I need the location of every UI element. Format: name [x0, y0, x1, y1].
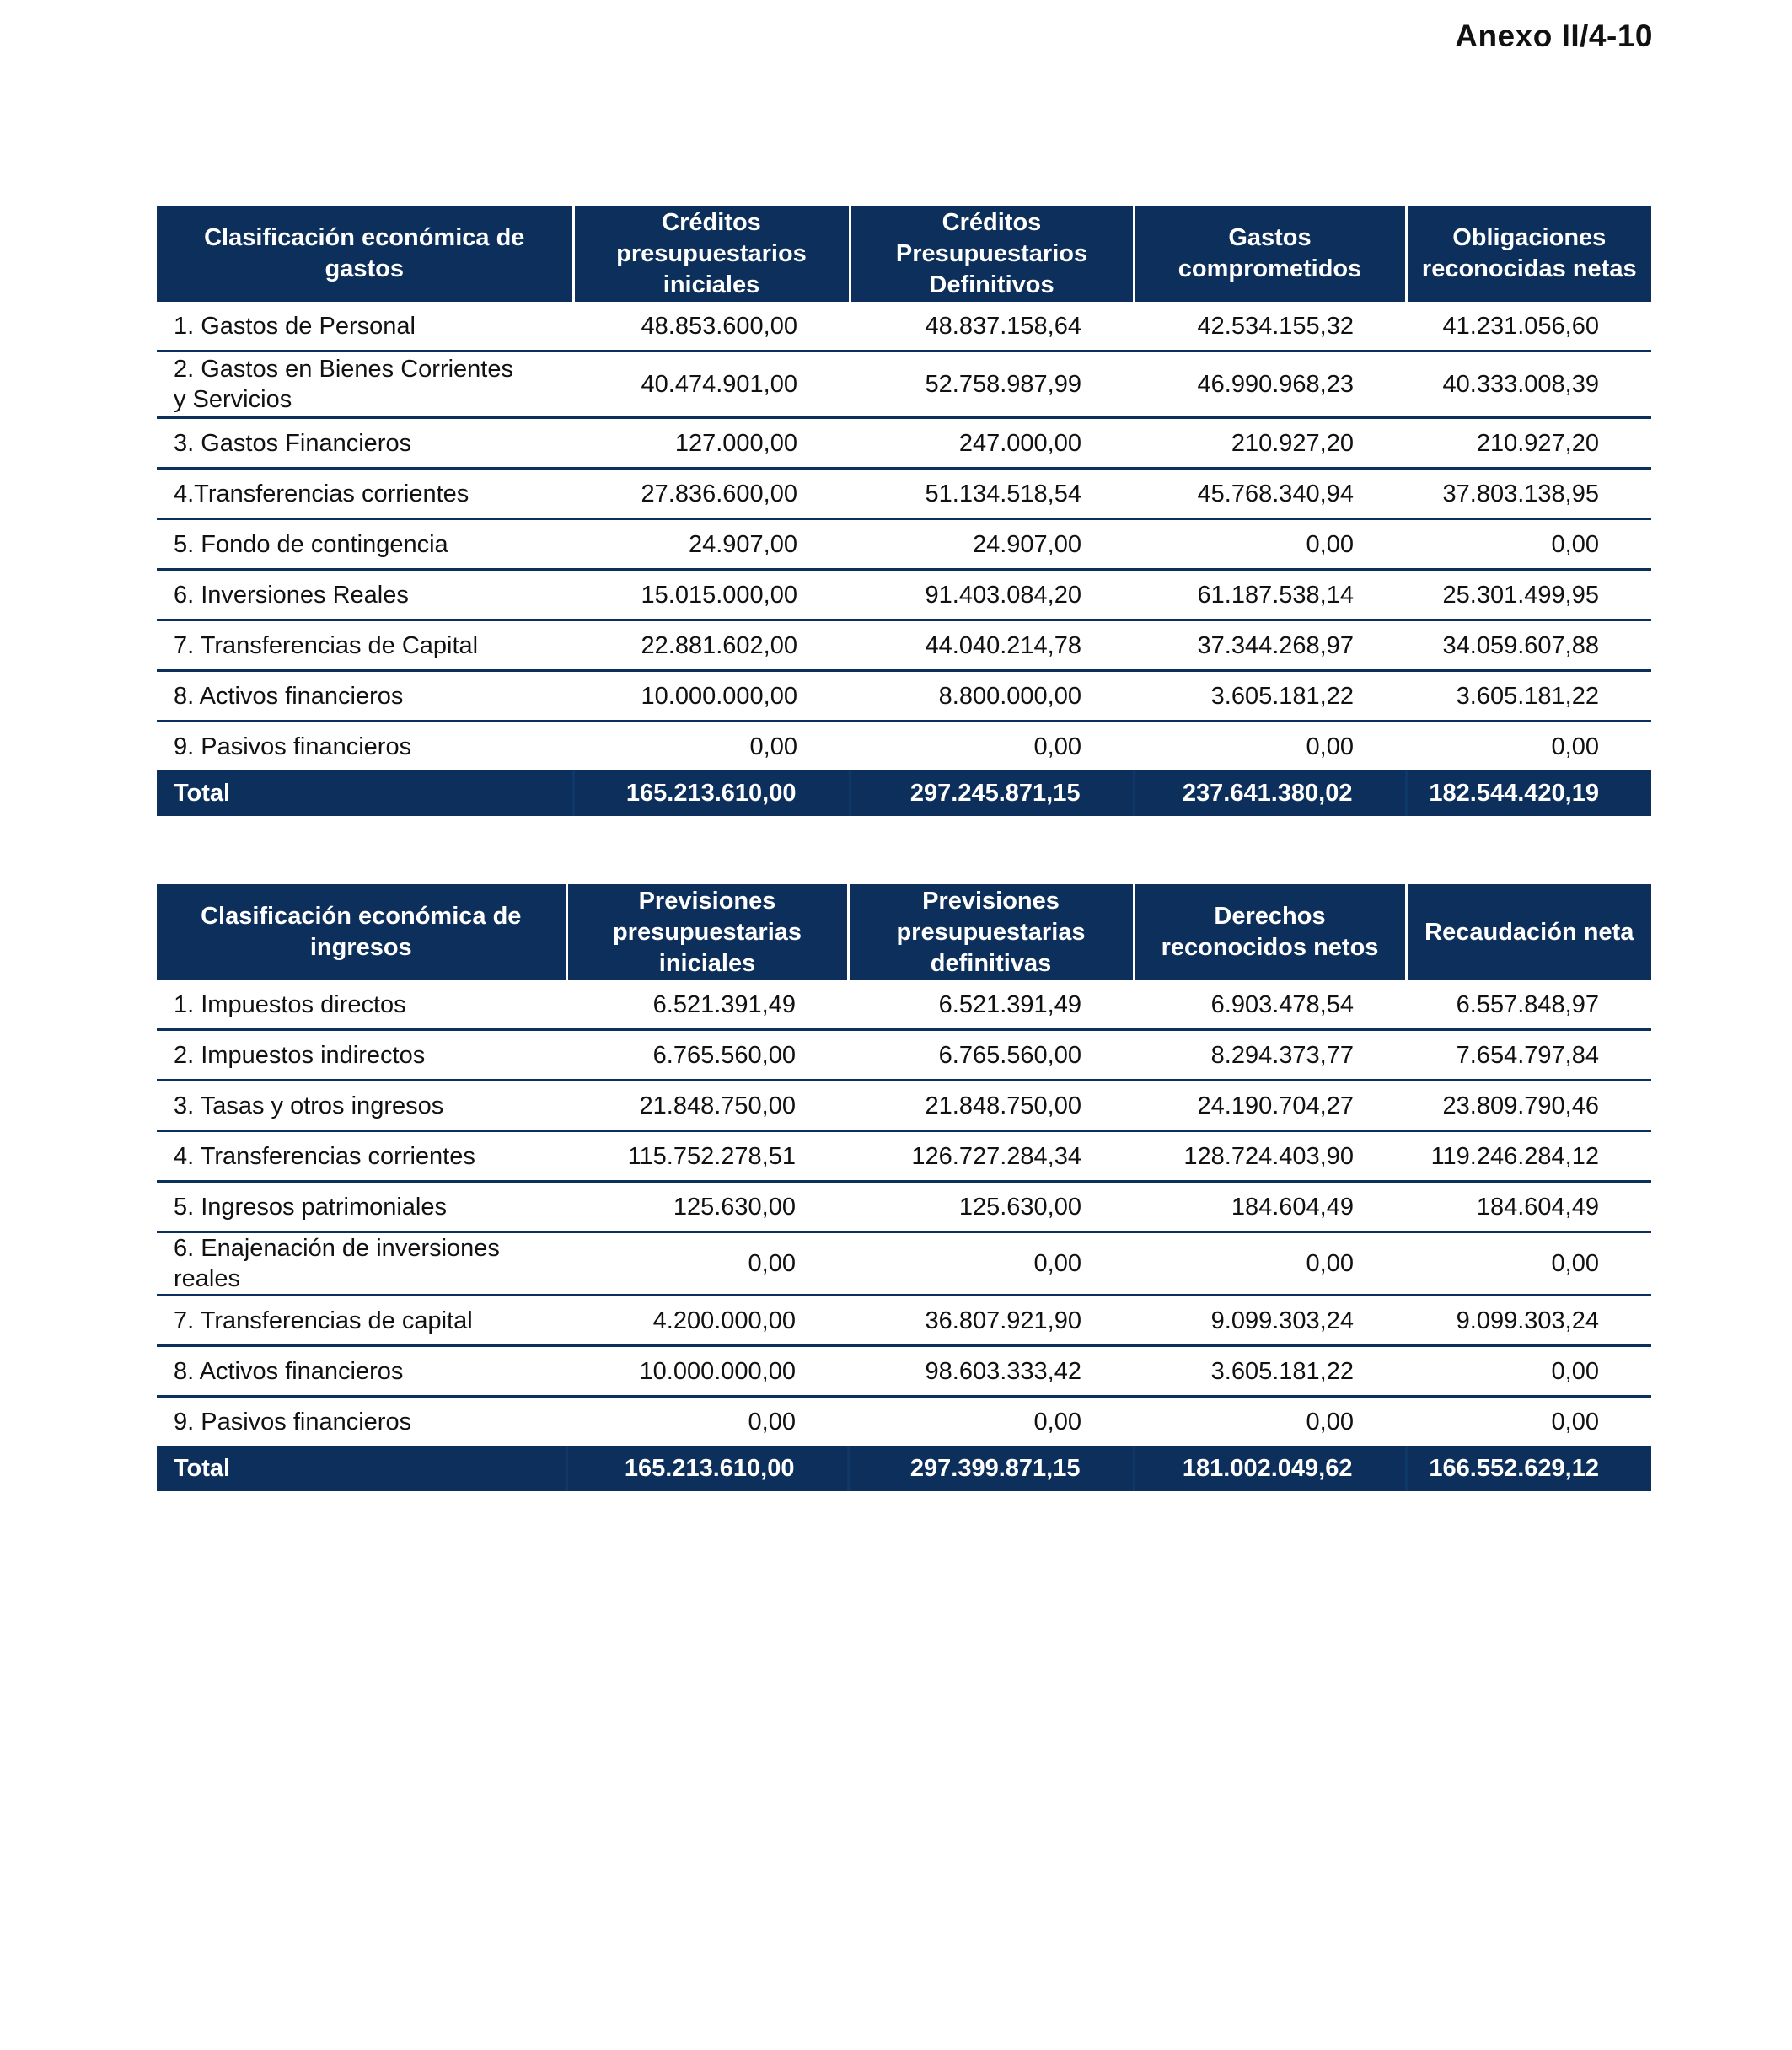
cell-value: 37.803.138,95 — [1406, 469, 1651, 519]
cell-value: 210.927,20 — [1134, 418, 1406, 469]
cell-value: 25.301.499,95 — [1406, 570, 1651, 620]
table-row — [157, 1131, 1651, 1182]
cell-value: 42.534.155,32 — [1134, 302, 1406, 352]
cell-value: 0,00 — [1134, 1232, 1406, 1296]
cell-value: 41.231.056,60 — [1406, 302, 1651, 352]
cell-value: 0,00 — [1134, 519, 1406, 570]
cell-value: 184.604,49 — [1134, 1182, 1406, 1232]
cell-value: 0,00 — [749, 733, 797, 760]
cell-value: 0,00 — [1551, 1408, 1599, 1436]
cell-value: 15.015.000,00 — [573, 570, 850, 620]
cell-value: 8.294.373,77 — [1134, 1030, 1406, 1081]
row-label: 7. Transferencias de capital — [157, 1296, 566, 1346]
row-label: 9. Pasivos financieros — [174, 1408, 412, 1436]
cell-value: 22.881.602,00 — [573, 620, 850, 671]
cell-value: 7.654.797,84 — [1406, 1030, 1651, 1081]
expense-col-header: Clasificación económica de gastos — [157, 206, 573, 302]
cell-value: 45.768.340,94 — [1134, 469, 1406, 519]
cell-value: 48.837.158,64 — [850, 302, 1134, 352]
row-label: 1. Gastos de Personal — [157, 302, 573, 352]
cell-value: 0,00 — [1551, 733, 1599, 760]
table-row — [157, 620, 1651, 671]
cell-value: 6.557.848,97 — [1406, 980, 1651, 1030]
cell-value: 46.990.968,23 — [1134, 352, 1406, 418]
table-row — [157, 519, 1651, 570]
row-label: 6. Inversiones Reales — [157, 570, 573, 620]
cell-value: 37.344.268,97 — [1134, 620, 1406, 671]
cell-value: 4.200.000,00 — [566, 1296, 848, 1346]
total-row — [157, 770, 1651, 816]
cell-value: 6.521.391,49 — [848, 980, 1134, 1030]
total-value: 181.002.049,62 — [1134, 1446, 1406, 1491]
cell-value: 125.630,00 — [848, 1182, 1134, 1232]
table-row — [157, 1232, 1651, 1296]
table-row — [157, 980, 1651, 1030]
table-row — [157, 570, 1651, 620]
cell-value: 115.752.278,51 — [566, 1131, 848, 1182]
total-label: Total — [157, 1446, 566, 1491]
expense-col-header: Créditos Presupuestarios Definitivos — [850, 206, 1134, 302]
cell-value: 0,00 — [1033, 1408, 1081, 1436]
expense-col-header: Gastos comprometidos — [1134, 206, 1406, 302]
row-label: 6. Enajenación de inversiones reales — [157, 1232, 566, 1296]
expense-header-row — [157, 206, 1651, 302]
table-row — [157, 469, 1651, 519]
cell-value: 0,00 — [1406, 1232, 1651, 1296]
total-value: 182.544.420,19 — [1406, 770, 1651, 816]
total-value: 166.552.629,12 — [1406, 1446, 1651, 1491]
cell-value: 8.800.000,00 — [850, 671, 1134, 722]
cell-value: 6.521.391,49 — [566, 980, 848, 1030]
cell-value: 98.603.333,42 — [848, 1346, 1134, 1397]
row-label: 5. Ingresos patrimoniales — [157, 1182, 566, 1232]
row-label: 4.Transferencias corrientes — [157, 469, 573, 519]
row-label — [157, 352, 573, 418]
cell-value: 21.848.750,00 — [566, 1081, 848, 1131]
cell-value: 91.403.084,20 — [850, 570, 1134, 620]
cell-value: 9.099.303,24 — [1406, 1296, 1651, 1346]
cell-value: 40.474.901,00 — [573, 352, 850, 418]
row-label-text: 2. Gastos en Bienes Corrientes y Servicios — [174, 356, 513, 413]
annex-label: Anexo II/4-10 — [1455, 19, 1653, 53]
income-col-header: Previsiones presupuestarias iniciales — [566, 884, 848, 980]
total-value: 297.245.871,15 — [850, 770, 1134, 816]
income-col-header: Previsiones presupuestarias definitivas — [848, 884, 1134, 980]
cell-value: 3.605.181,22 — [1134, 1346, 1406, 1397]
cell-value: 210.927,20 — [1406, 418, 1651, 469]
income-header-row — [157, 884, 1651, 980]
table-row — [157, 1182, 1651, 1232]
cell-value: 0,00 — [1406, 1346, 1651, 1397]
table-row — [157, 1346, 1651, 1397]
row-label: 2. Impuestos indirectos — [157, 1030, 566, 1081]
row-label: 8. Activos financieros — [157, 1346, 566, 1397]
income-col-header: Recaudación neta — [1406, 884, 1651, 980]
cell-value: 247.000,00 — [850, 418, 1134, 469]
total-value: 165.213.610,00 — [573, 770, 850, 816]
table-row — [157, 418, 1651, 469]
cell-value: 3.605.181,22 — [1406, 671, 1651, 722]
table-row — [157, 671, 1651, 722]
table-row — [157, 352, 1651, 418]
cell-value: 9.099.303,24 — [1134, 1296, 1406, 1346]
cell-value: 0,00 — [1306, 1408, 1354, 1436]
cell-value: 61.187.538,14 — [1134, 570, 1406, 620]
expense-col-header: Obligaciones reconocidas netas — [1406, 206, 1651, 302]
cell-value: 10.000.000,00 — [573, 671, 850, 722]
cell-value: 127.000,00 — [573, 418, 850, 469]
cell-value: 34.059.607,88 — [1406, 620, 1651, 671]
cell-value: 51.134.518,54 — [850, 469, 1134, 519]
cell-value: 0,00 — [1306, 733, 1354, 760]
cell-value: 23.809.790,46 — [1406, 1081, 1651, 1131]
cell-value: 0,00 — [1033, 733, 1081, 760]
cell-value: 125.630,00 — [566, 1182, 848, 1232]
cell-value: 24.907,00 — [573, 519, 850, 570]
income-table — [157, 884, 1651, 1491]
table-row — [157, 1081, 1651, 1131]
cell-value: 24.907,00 — [850, 519, 1134, 570]
cell-value: 36.807.921,90 — [848, 1296, 1134, 1346]
row-label: 5. Fondo de contingencia — [157, 519, 573, 570]
table-row — [157, 1296, 1651, 1346]
cell-value: 3.605.181,22 — [1134, 671, 1406, 722]
table-row — [157, 722, 1651, 771]
row-label: 7. Transferencias de Capital — [157, 620, 573, 671]
cell-value: 44.040.214,78 — [850, 620, 1134, 671]
row-label: 9. Pasivos financieros — [174, 733, 412, 760]
cell-value: 128.724.403,90 — [1134, 1131, 1406, 1182]
cell-value: 6.765.560,00 — [848, 1030, 1134, 1081]
expense-col-header: Créditos presupuestarios iniciales — [573, 206, 850, 302]
total-value: 165.213.610,00 — [566, 1446, 848, 1491]
cell-value: 24.190.704,27 — [1134, 1081, 1406, 1131]
table-row — [157, 1397, 1651, 1446]
cell-value: 21.848.750,00 — [848, 1081, 1134, 1131]
cell-value: 0,00 — [748, 1408, 796, 1436]
cell-value: 184.604,49 — [1406, 1182, 1651, 1232]
cell-value: 6.765.560,00 — [566, 1030, 848, 1081]
row-label: 1. Impuestos directos — [157, 980, 566, 1030]
expense-table — [157, 206, 1651, 816]
cell-value: 48.853.600,00 — [573, 302, 850, 352]
cell-value: 0,00 — [1406, 519, 1651, 570]
cell-value: 52.758.987,99 — [850, 352, 1134, 418]
cell-value: 40.333.008,39 — [1406, 352, 1651, 418]
total-row — [157, 1446, 1651, 1491]
total-label: Total — [157, 770, 573, 816]
row-label: 3. Tasas y otros ingresos — [157, 1081, 566, 1131]
total-value: 237.641.380,02 — [1134, 770, 1406, 816]
cell-value: 119.246.284,12 — [1406, 1131, 1651, 1182]
cell-value: 126.727.284,34 — [848, 1131, 1134, 1182]
row-label: 3. Gastos Financieros — [157, 418, 573, 469]
table-row — [157, 302, 1651, 352]
row-label: 4. Transferencias corrientes — [157, 1131, 566, 1182]
cell-value: 0,00 — [566, 1232, 848, 1296]
cell-value: 10.000.000,00 — [566, 1346, 848, 1397]
income-col-header: Clasificación económica de ingresos — [157, 884, 566, 980]
cell-value: 27.836.600,00 — [573, 469, 850, 519]
row-label: 8. Activos financieros — [157, 671, 573, 722]
total-value: 297.399.871,15 — [848, 1446, 1134, 1491]
cell-value: 0,00 — [848, 1232, 1134, 1296]
cell-value: 6.903.478,54 — [1134, 980, 1406, 1030]
income-col-header: Derechos reconocidos netos — [1134, 884, 1406, 980]
table-row — [157, 1030, 1651, 1081]
